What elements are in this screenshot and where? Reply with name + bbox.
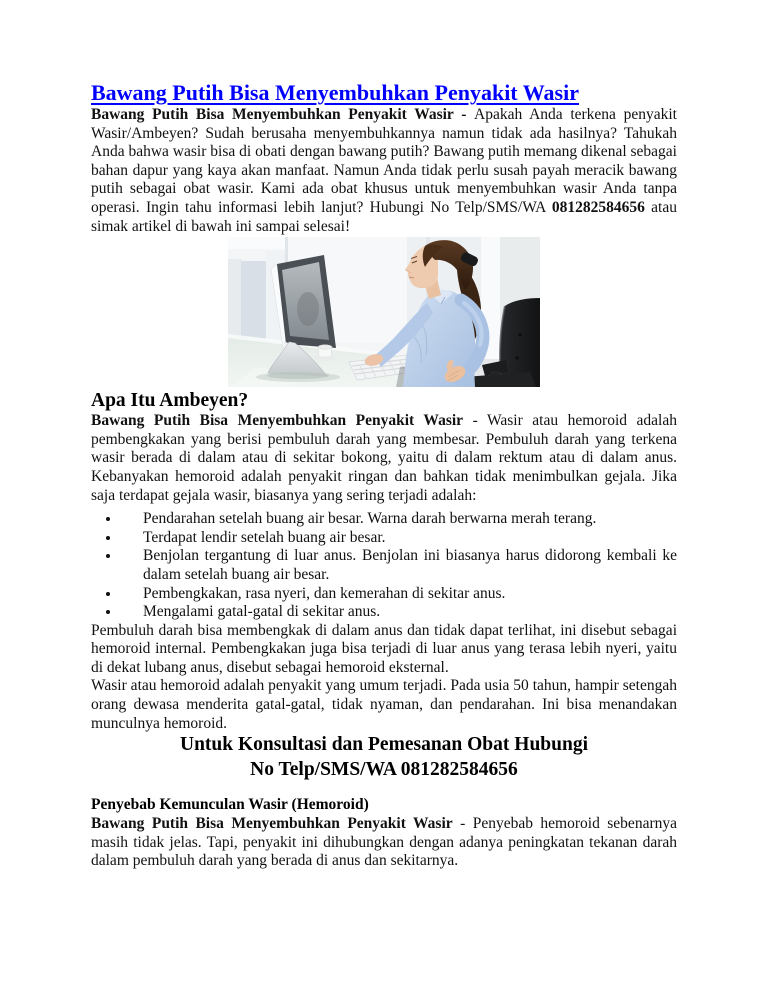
cta-heading-line1: Untuk Konsultasi dan Pemesanan Obat Hubungi (179, 734, 588, 756)
symptom-item: • Benjolan tergantung di luar anus. Benjolan ini biasanya harus didorong kembali ke dalam setelah buang air besar. (121, 547, 677, 584)
section1-body-text: Wasir atau hemoroid adalah pembengkakan yang berisi pembuluh darah yang membesar. Pembuluh darah yang terkena wasir berada di dalam atau di sekitar bokong, yaitu di dalam rektum atau di dalam anus. Kebanyakan hemoroid adalah penyakit ringan dan bahkan tidak menimbulkan gejala. Jika saja terdapat gejala wasir, biasanya yang sering terjadi adalah: (91, 412, 677, 504)
section2-body-text: Penyebab hemoroid sebenarnya masih tidak jelas. Tapi, penyakit ini dihubungkan dengan adanya peningkatan tekanan darah dalam pembuluh darah yang berada di anus dan sekitarnya. (91, 815, 677, 870)
article-title-link[interactable]: Bawang Putih Bisa Menyembuhkan Penyakit Wasir (91, 80, 579, 105)
intro-lead-bold: Bawang Putih Bisa Menyembuhkan Penyakit Wasir - (91, 106, 475, 123)
intro-phone-number: 081282584656 (551, 198, 645, 216)
intro-paragraph (91, 106, 677, 236)
section2-heading: Penyebab Kemunculan Wasir (Hemoroid) (91, 796, 369, 814)
symptom-item: • Pendarahan setelah buang air besar. Warna darah berwarna merah terang. (121, 510, 677, 529)
hemoroid-types-paragraph: Pembuluh darah bisa membengkak di dalam anus dan tidak dapat terlihat, ini disebut sebagai hemoroid internal. Pembengkakan juga bisa terjadi di luar anus yang terasa lebih nyeri, yaitu di dekat lubang anus, disebut sebagai hemoroid eksternal. (91, 621, 677, 676)
section1-paragraph (91, 412, 677, 505)
hemoroid-age-paragraph: Wasir atau hemoroid adalah penyakit yang umum terjadi. Pada usia 50 tahun, hampir setengah orang dewasa menderita gatal-gatal, tidak nyaman, dan pendarahan. Ini bisa menandakan munculnya hemoroid. (91, 677, 677, 732)
section1-lead-bold: Bawang Putih Bisa Menyembuhkan Penyakit Wasir (91, 412, 464, 430)
article-photo (228, 237, 540, 387)
section2-separator: - (452, 815, 473, 833)
title-row (91, 0, 677, 106)
section1-separator: - (463, 412, 487, 430)
symptom-item: • Terdapat lendir setelah buang air besar. (121, 529, 677, 548)
intro-tail-text: atau simak artikel di bawah ini sampai selesai! (91, 198, 677, 235)
symptom-list (91, 510, 677, 622)
article-photo-figure (91, 237, 677, 387)
symptom-item: • Mengalami gatal-gatal di sekitar anus. (121, 603, 677, 622)
section1-heading: Apa Itu Ambeyen? (91, 390, 249, 412)
symptom-item: • Pembengkakan, rasa nyeri, dan kemerahan di sekitar anus. (121, 585, 677, 604)
cta-heading-line2: No Telp/SMS/WA 081282584656 (250, 758, 518, 780)
section2-lead-bold: Bawang Putih Bisa Menyembuhkan Penyakit Wasir (91, 815, 453, 833)
intro-body-text: Apakah Anda terkena penyakit Wasir/Ambeyen? Sudah berusaha menyembuhkannya namun tidak ada hasilnya? Tahukah Anda bahwa wasir bisa di obati dengan bawang putih? Bawang putih memang dikenal sebagai bahan dapur yang kaya akan manfaat. Namun Anda tidak perlu susah payah meracik bawang putih sebagai obat wasir. Kami ada obat khusus untuk menyembuhkan wasir Anda tanpa operasi. Ingin tahu informasi lebih lanjut? Hubungi No Telp/SMS/WA (91, 106, 677, 216)
section2-paragraph (91, 815, 677, 871)
